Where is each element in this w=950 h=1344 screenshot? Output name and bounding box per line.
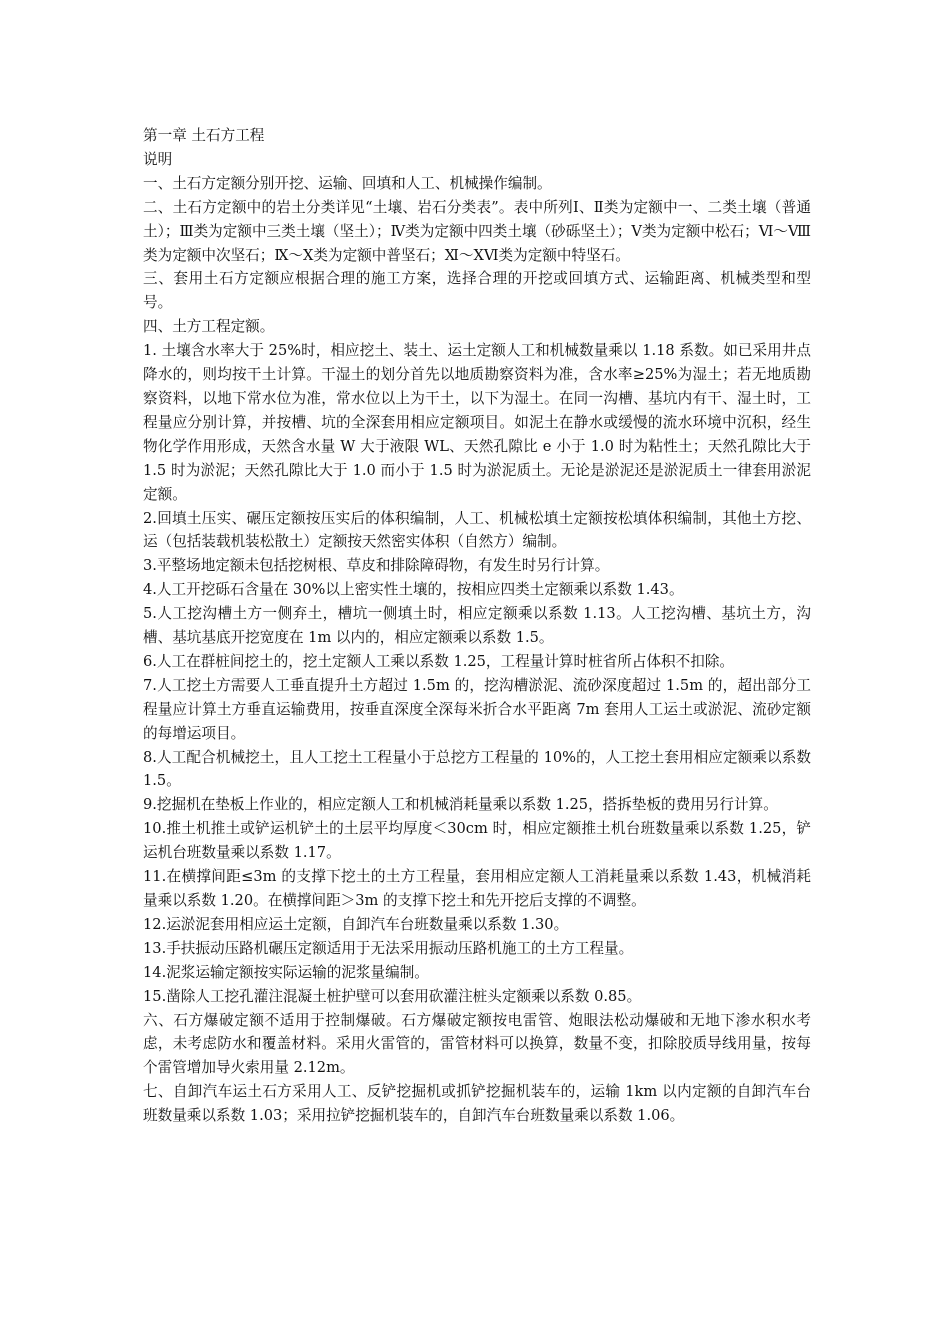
- chapter-title: 第一章 土石方工程: [143, 127, 265, 144]
- paragraph: 5.人工挖沟槽土方一侧弃土，槽坑一侧填土时，相应定额乘以系数 1.13。人工挖沟槽、基坑土方，沟槽、基坑基底开挖宽度在 1m 以内的，相应定额乘以系数 1.5。: [143, 605, 811, 647]
- section-heading: 说明: [143, 150, 173, 168]
- paragraph: 六、石方爆破定额不适用于控制爆破。石方爆破定额按电雷管、炮眼法松动爆破和无地下渗水积水考虑，未考虑防水和覆盖材料。采用火雷管的，雷管材料可以换算，数量不变，扣除胶质导线用量，按每个雷管增加导火索用量 2.12m。: [143, 1011, 811, 1077]
- paragraph: 2.回填土压实、碾压定额按压实后的体积编制，人工、机械松填土定额按松填体积编制，其他土方挖、运（包括装载机装松散土）定额按天然密实体积（自然方）编制。: [143, 509, 811, 551]
- paragraph: 13.手扶振动压路机碾压定额适用于无法采用振动压路机施工的土方工程量。: [143, 939, 634, 957]
- paragraph: 1. 土壤含水率大于 25%时，相应挖土、装土、运土定额人工和机械数量乘以 1.18 系数。如已采用井点降水的，则均按干土计算。干湿土的划分首先以地质勘察资料为准，含水率≥25%为湿土；若无地质勘察资料，以地下常水位为准，常水位以上为干土，以下为湿土。在同一沟槽、基坑内有干、湿土时，工程量应分别计算，并按槽、坑的全深套用相应定额项目。如泥土在静水或缓慢的流水环境中沉积，经生物化学作用形成，天然含水量 W 大于液限 WL、天然孔隙比 e 小于 1.0 时为粘性土；天然孔隙比大于 1.5 时为淤泥；天然孔隙比大于 1.0 而小于 1.5 时为淤泥质土。无论是淤泥还是淤泥质土一律套用淤泥定额。: [143, 342, 811, 503]
- paragraph: 4.人工开挖砾石含量在 30%以上密实性土壤的，按相应四类土定额乘以系数 1.43。: [143, 581, 684, 599]
- paragraph: 8.人工配合机械挖土，且人工挖土工程量小于总挖方工程量的 10%的，人工挖土套用相应定额乘以系数 1.5。: [143, 748, 811, 790]
- paragraph: 15.凿除人工挖孔灌注混凝土桩护壁可以套用砍灌注桩头定额乘以系数 0.85。: [143, 987, 642, 1005]
- paragraph: 9.挖掘机在垫板上作业的，相应定额人工和机械消耗量乘以系数 1.25，搭拆垫板的费用另行计算。: [143, 796, 778, 814]
- paragraph: 一、土石方定额分别开挖、运输、回填和人工、机械操作编制。: [143, 174, 552, 192]
- paragraph: 二、土石方定额中的岩土分类详见“土壤、岩石分类表”。表中所列Ⅰ、Ⅱ类为定额中一、二类土壤（普通土）；Ⅲ类为定额中三类土壤（坚土）；Ⅳ类为定额中四类土壤（砂砾坚土）；Ⅴ类为定额中松石；Ⅵ～Ⅷ类为定额中次坚石；Ⅸ～Ⅹ类为定额中普坚石；Ⅺ～ⅩⅥ类为定额中特坚石。: [143, 198, 811, 264]
- paragraph: 11.在横撑间距≤3m 的支撑下挖土的土方工程量，套用相应定额人工消耗量乘以系数 1.43，机械消耗量乘以系数 1.20。在横撑间距＞3m 的支撑下挖土和先开挖后支撑的不调整。: [143, 868, 811, 909]
- paragraph: 七、自卸汽车运土石方采用人工、反铲挖掘机或抓铲挖掘机装车的，运输 1km 以内定额的自卸汽车台班数量乘以系数 1.03；采用拉铲挖掘机装车的，自卸汽车台班数量乘以系数 1.06。: [143, 1083, 811, 1125]
- paragraph: 10.推土机推土或铲运机铲土的土层平均厚度＜30cm 时，相应定额推土机台班数量乘以系数 1.25，铲运机台班数量乘以系数 1.17。: [143, 820, 811, 862]
- paragraph: 三、套用土石方定额应根据合理的施工方案，选择合理的开挖或回填方式、运输距离、机械类型和型号。: [143, 270, 811, 312]
- document-body: [143, 124, 811, 1128]
- paragraph: 7.人工挖土方需要人工垂直提升土方超过 1.5m 的，挖沟槽淤泥、流砂深度超过 1.5m 的，超出部分工程量应计算土方垂直运输费用，按垂直深度全深每米折合水平距离 7m 套用人工运土或淤泥、流砂定额的每增运项目。: [143, 676, 811, 742]
- paragraph: 四、土方工程定额。: [143, 318, 275, 336]
- paragraph: 6.人工在群桩间挖土的，挖土定额人工乘以系数 1.25，工程量计算时桩省所占体积不扣除。: [143, 652, 735, 670]
- paragraph: 14.泥浆运输定额按实际运输的泥浆量编制。: [143, 963, 429, 981]
- paragraph: 12.运淤泥套用相应运土定额，自卸汽车台班数量乘以系数 1.30。: [143, 915, 569, 933]
- paragraph: 3.平整场地定额未包括挖树根、草皮和排除障碍物，有发生时另行计算。: [143, 557, 610, 575]
